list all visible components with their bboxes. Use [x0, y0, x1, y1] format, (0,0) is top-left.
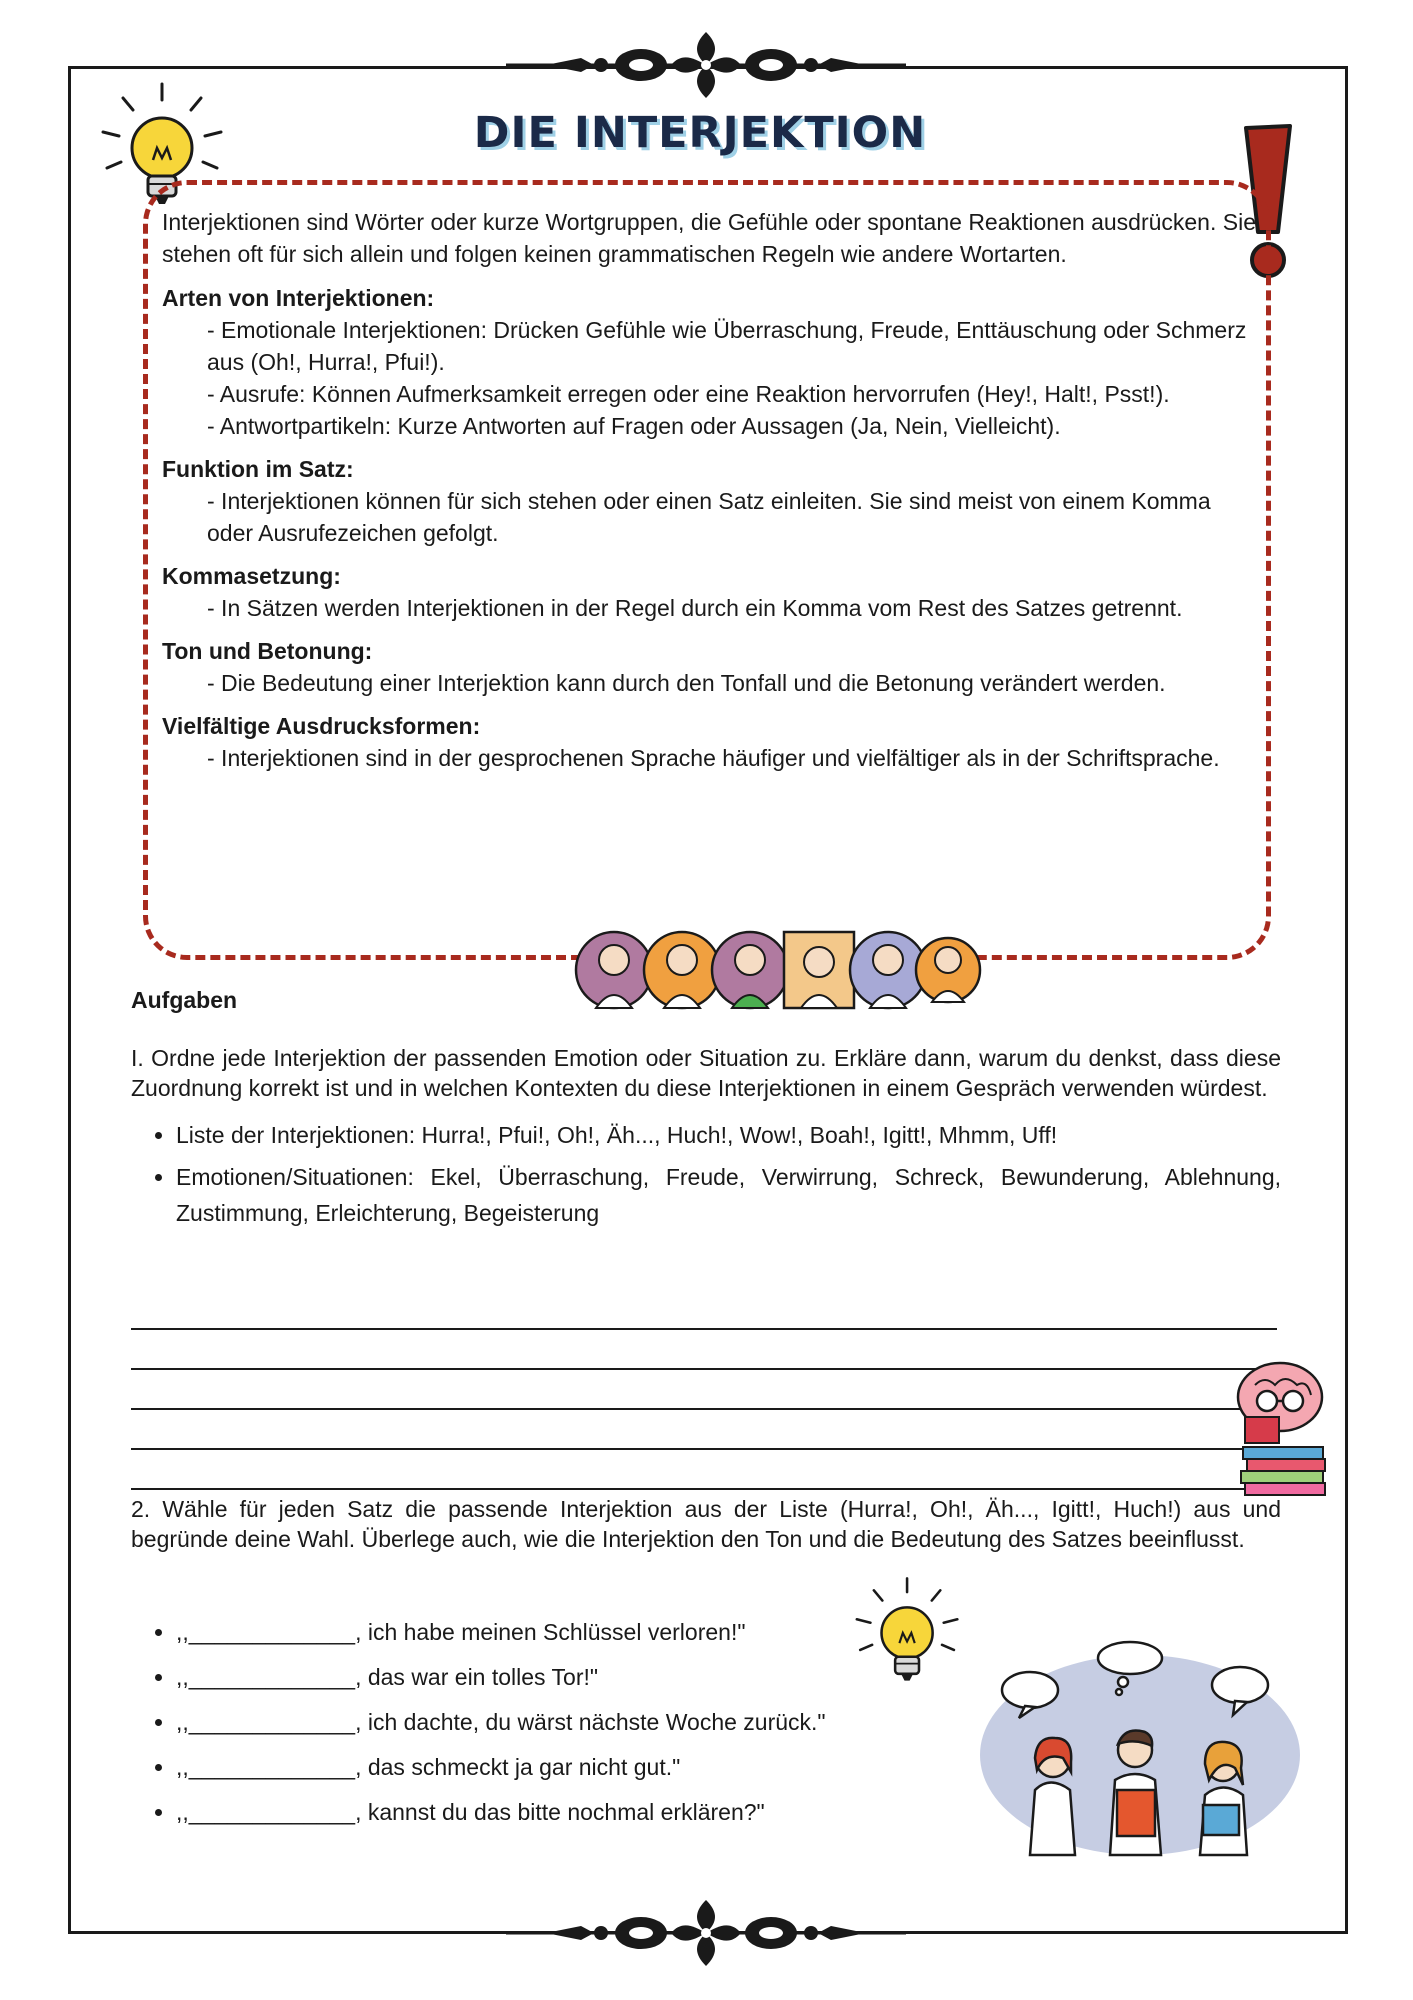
section-item: - Interjektionen können für sich stehen oder einen Satz einleiten. Sie sind meist von einem Komma oder Ausrufezeichen gefolgt. — [207, 488, 1211, 546]
section-types — [162, 282, 1262, 442]
answer-line[interactable] — [131, 1330, 1277, 1370]
section-function — [162, 453, 1262, 549]
list-item: • Emotionen/Situationen: Ekel, Überraschung, Freude, Verwirrung, Schreck, Bewunderung, Ablehnung, Zustimmung, Erleichterung, Begeisterung — [176, 1159, 1281, 1231]
section-title: Kommasetzung: — [162, 563, 341, 589]
sentence-item: • ,,_____________, kannst du das bitte nochmal erklären?" — [176, 1790, 956, 1835]
answer-line[interactable] — [131, 1410, 1277, 1450]
task2-text: 2. Wähle für jeden Satz die passende Interjektion aus der Liste (Hurra!, Oh!, Äh..., Igitt!, Huch!) aus und begründe deine Wahl. Überlege auch, wie die Interjektion den Ton und die Bedeutung des Satzes beeinflusst. — [131, 1496, 1281, 1552]
section-title: Arten von Interjektionen: — [162, 285, 435, 311]
section-item: - In Sätzen werden Interjektionen in der Regel durch ein Komma vom Rest des Satzes getrennt. — [207, 595, 1183, 621]
section-item: - Interjektionen sind in der gesprochenen Sprache häufiger und vielfältiger als in der Schriftsprache. — [207, 745, 1220, 771]
section-item: - Die Bedeutung einer Interjektion kann durch den Tonfall und die Betonung verändert werden. — [207, 670, 1166, 696]
tasks-section — [131, 985, 1281, 1237]
section-tone — [162, 635, 1262, 699]
section-title: Ton und Betonung: — [162, 638, 373, 664]
sentence-item: • ,,_____________, ich habe meinen Schlüssel verloren!" — [176, 1610, 956, 1655]
answer-line[interactable] — [131, 1370, 1277, 1410]
task1-text: I. Ordne jede Interjektion der passenden Emotion oder Situation zu. Erkläre dann, warum du denkst, dass diese Zuordnung korrekt ist und in welchen Kontexten du diese Interjektionen in einem Gespräch verwenden würdest. — [131, 1045, 1281, 1101]
list-item: • Liste der Interjektionen: Hurra!, Pfui!, Oh!, Äh..., Huch!, Wow!, Boah!, Igitt!, Mhmm, Uff! — [176, 1117, 1281, 1153]
page-title: DIE INTERJEKTION — [473, 108, 927, 158]
task2-section — [131, 1494, 1281, 1554]
task1-list — [131, 1117, 1281, 1231]
section-item: - Ausrufe: Können Aufmerksamkeit erregen oder eine Reaktion hervorrufen (Hey!, Halt!, Psst!). — [207, 381, 1170, 407]
tasks-heading: Aufgaben — [131, 987, 238, 1013]
intro-text: Interjektionen sind Wörter oder kurze Wortgruppen, die Gefühle oder spontane Reaktionen ausdrücken. Sie stehen oft für sich allein und folgen keinen grammatischen Regeln wie andere Wortarten. — [162, 209, 1256, 267]
info-text — [162, 206, 1262, 785]
section-title: Funktion im Satz: — [162, 456, 354, 482]
people-icon — [975, 1640, 1305, 1860]
ornament-icon — [506, 30, 906, 100]
lightbulb-icon — [850, 1575, 965, 1690]
answer-line[interactable] — [131, 1450, 1277, 1490]
answer-lines[interactable] — [131, 1290, 1277, 1490]
ornament-icon — [506, 1898, 906, 1968]
section-forms — [162, 710, 1262, 774]
sentence-item: • ,,_____________, ich dachte, du wärst nächste Woche zurück." — [176, 1700, 956, 1745]
section-comma — [162, 560, 1262, 624]
section-item: - Emotionale Interjektionen: Drücken Gefühle wie Überraschung, Freude, Enttäuschung oder Schmerz aus (Oh!, Hurra!, Pfui!). — [207, 317, 1247, 375]
sentence-list — [131, 1610, 956, 1835]
section-item: - Antwortpartikeln: Kurze Antworten auf Fragen oder Aussagen (Ja, Nein, Vielleicht). — [207, 413, 1061, 439]
sentence-item: • ,,_____________, das war ein tolles Tor!" — [176, 1655, 956, 1700]
answer-line[interactable] — [131, 1290, 1277, 1330]
brain-icon — [1225, 1355, 1335, 1500]
section-title: Vielfältige Ausdrucksformen: — [162, 713, 481, 739]
sentence-item: • ,,_____________, das schmeckt ja gar nicht gut." — [176, 1745, 956, 1790]
